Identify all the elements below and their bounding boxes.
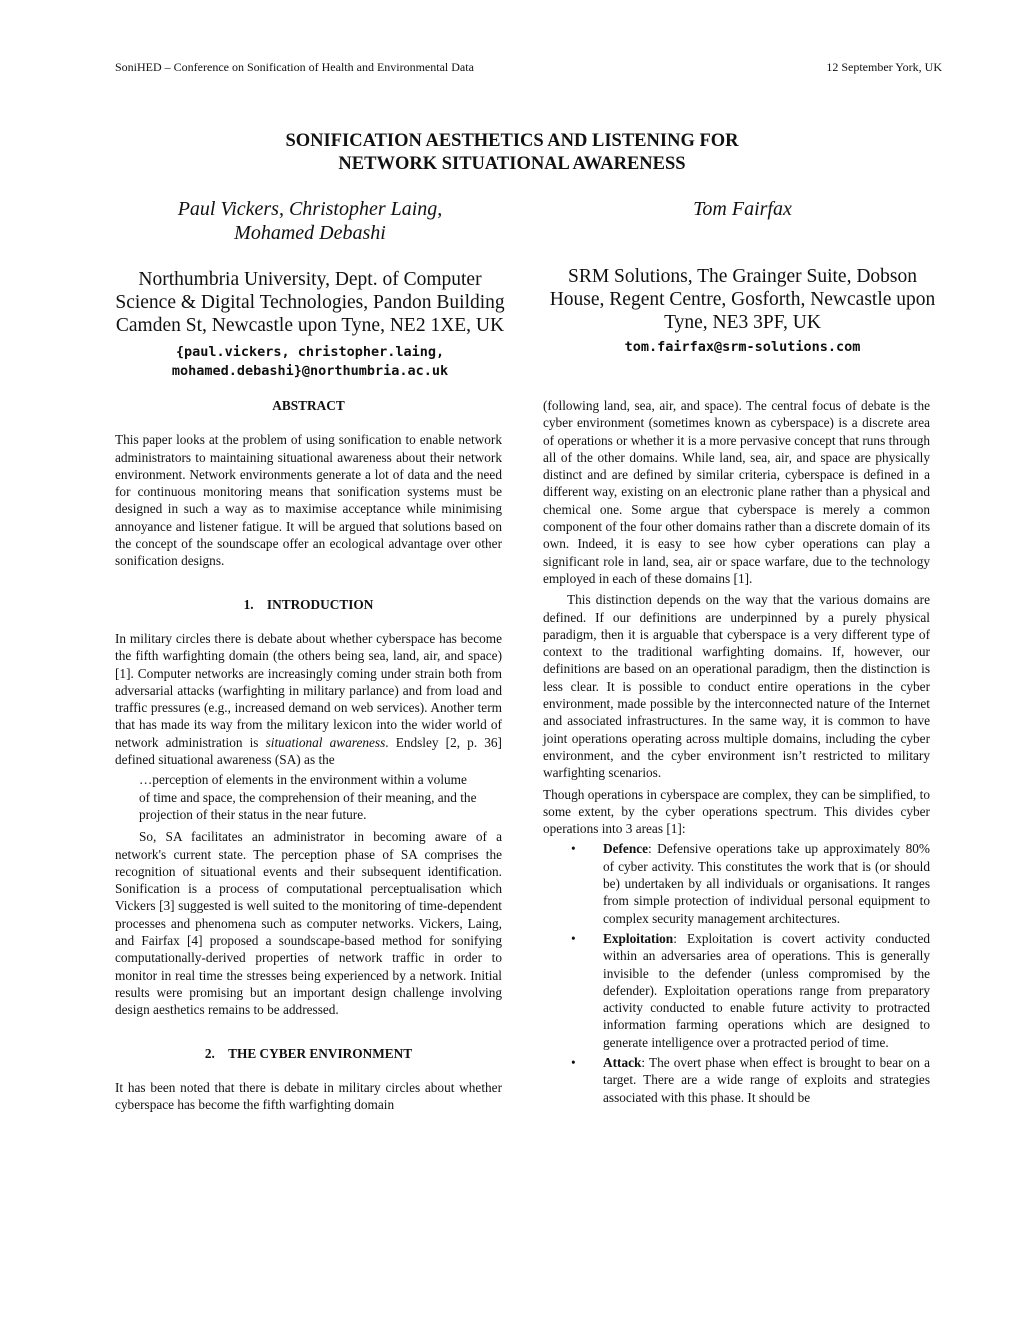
- cyber-paragraph: Though operations in cyberspace are complex, they can be simplified, to some extent, by the cyber operations spectrum. This divides cyber operations into 3 areas [1]:: [543, 786, 930, 837]
- text: : The overt phase when effect is brought to bear on a target. There are a wide range of exploits and strategies associated with this phase. It should be: [603, 1054, 930, 1105]
- bullet-icon: •: [571, 1054, 576, 1070]
- affiliation-line: SRM Solutions, The Grainger Suite, Dobson: [567, 266, 918, 287]
- email-right: tom.fairfax@srm-solutions.com: [624, 339, 861, 355]
- cyber-paragraph: (following land, sea, air, and space). The central focus of debate is the cyber environment (sometimes known as cyberspace) is a discrete area of operations or whether it is a more pervasive concept that runs through all of the other domains. While land, sea, air, and space are physically distinct and are defined by similar criteria, cyberspace is defined in a different way, existing on an electronic plane rather than a physical and chemical one. Some argue that cyberspace is merely a common component of the four other domains rather than a discrete domain of its own. Indeed, it is easy to see how cyber operations can play a significant role in land, sea, air or space warfare, due to the technology employed in each of these domains [1].: [543, 398, 930, 586]
- term: Defence: [603, 841, 649, 857]
- operations-list: [543, 840, 930, 1105]
- affiliation-line: Tyne, NE3 3PF, UK: [664, 312, 821, 333]
- running-header-right: 12 September York, UK: [826, 60, 942, 74]
- intro-paragraph: So, SA facilitates an administrator in becoming aware of a network's current state. The perception phase of SA comprises the recognition of situational events and their subsequent identification. Sonification is a process of computational perceptualisation which Vickers [3] suggested is well suited to the monitoring of time-dependent processes and phenomena such as computer networks. Vickers, Laing, and Fairfax [4] proposed a soundscape-based method for sonifying computationally-derived properties of network traffic in order to monitor in real time the stresses being experienced by a network. Initial results were promising but an important design challenge involving design aesthetics remains to be addressed.: [115, 829, 502, 1018]
- text: : Defensive operations take up approximately 80% of cyber activity. This constitutes the work that is (or should be) undertaken by all individuals or organisations. It ranges from simple protection of individual personal equipment to complex security management architectures.: [603, 841, 930, 926]
- email-line: {paul.vickers, christopher.laing,: [175, 344, 445, 360]
- email-line: mohamed.debashi}@northumbria.ac.uk: [171, 363, 449, 379]
- author-line: Paul Vickers, Christopher Laing,: [177, 198, 443, 220]
- affiliation-line: Science & Digital Technologies, Pandon Building: [115, 292, 505, 313]
- title-line: NETWORK SITUATIONAL AWARENESS: [338, 154, 686, 174]
- list-item: [543, 930, 930, 1051]
- text: In military circles there is debate about whether cyberspace has become the fifth warfighting domain (the others being sea, land, air, and space) [1]. Computer networks are increasingly coming under strain both from adversarial attacks (warfighting in military parlance) and from load and traffic pressures (e.g., increased demand on web services). Another term that has made its way from the military lexicon into the wider world of network administration is: [115, 630, 502, 750]
- title-line: SONIFICATION AESTHETICS AND LISTENING FOR: [285, 131, 739, 151]
- term: Attack: [603, 1054, 642, 1070]
- running-header-left: SoniHED – Conference on Sonification of Health and Environmental Data: [115, 60, 474, 74]
- email-left: [110, 343, 510, 381]
- right-column: [543, 397, 930, 1106]
- abstract-heading: ABSTRACT: [272, 398, 345, 413]
- cyber-paragraph: This distinction depends on the way that the various domains are defined. If our definitions are underpinned by a purely physical paradigm, then it is arguable that cyberspace is a very different type of context to the traditional warfighting domains. If, however, our definitions are based on an operational paradigm, then the distinction is less clear. It is possible to conduct entire operations in the cyber environment, made possible by the interconnected nature of the Internet and associated infrastructures. In the same way, it is common to have joint operations operating across multiple domains, including the cyber environment, and the cyber environment isn’t restricted to military warfighting scenarios.: [543, 592, 930, 781]
- affiliation-right: [535, 265, 950, 334]
- affiliation-line: Camden St, Newcastle upon Tyne, NE2 1XE, UK: [115, 315, 505, 336]
- affiliation-left: [110, 268, 510, 337]
- authors-right: Tom Fairfax: [693, 198, 792, 220]
- paper-title: [0, 130, 1024, 176]
- author-line: Mohamed Debashi: [234, 222, 386, 244]
- cyber-paragraph: It has been noted that there is debate in military circles about whether cyberspace has become the fifth warfighting domain: [115, 1079, 502, 1113]
- block-quote: …perception of elements in the environment within a volume of time and space, the comprehension of their meaning, and the projection of their status in the near future.: [139, 772, 477, 822]
- cyber-heading: 2. THE CYBER ENVIRONMENT: [204, 1045, 413, 1061]
- authors-left: [115, 197, 505, 245]
- abstract-text: This paper looks at the problem of using sonification to enable network administrators to maintaining situational awareness about their network environment. Network environments generate a lot of data and the need for continuous monitoring means that sonification systems must be designed in such a way as to maximise acceptance while minimising annoyance and listener fatigue. It will be argued that solutions based on the concept of the soundscape offer an ecological advantage over other sonification designs.: [115, 432, 502, 569]
- text: . Endsley [2, p. 36] defined situational awareness (SA) as the: [115, 734, 502, 768]
- left-column: [115, 397, 502, 1113]
- emphasis: situational awareness: [265, 734, 386, 750]
- text: : Exploitation is covert activity conducted within an adversaries area of operations. This is generally invisible to the defender (unless compromised by the defender). Exploitation operations range from preparatory activity conducted to enable future activity to protracted information farming operations which are designed to generate intelligence over a protracted period of time.: [603, 930, 930, 1050]
- intro-paragraph: [115, 630, 502, 768]
- bullet-icon: •: [571, 930, 576, 946]
- list-item: [543, 840, 930, 926]
- list-item: [543, 1054, 930, 1106]
- affiliation-line: House, Regent Centre, Gosforth, Newcastle upon: [549, 289, 936, 310]
- intro-heading: 1. INTRODUCTION: [243, 596, 374, 612]
- bullet-icon: •: [571, 841, 576, 857]
- affiliation-line: Northumbria University, Dept. of Computer: [138, 269, 482, 290]
- term: Exploitation: [603, 930, 674, 946]
